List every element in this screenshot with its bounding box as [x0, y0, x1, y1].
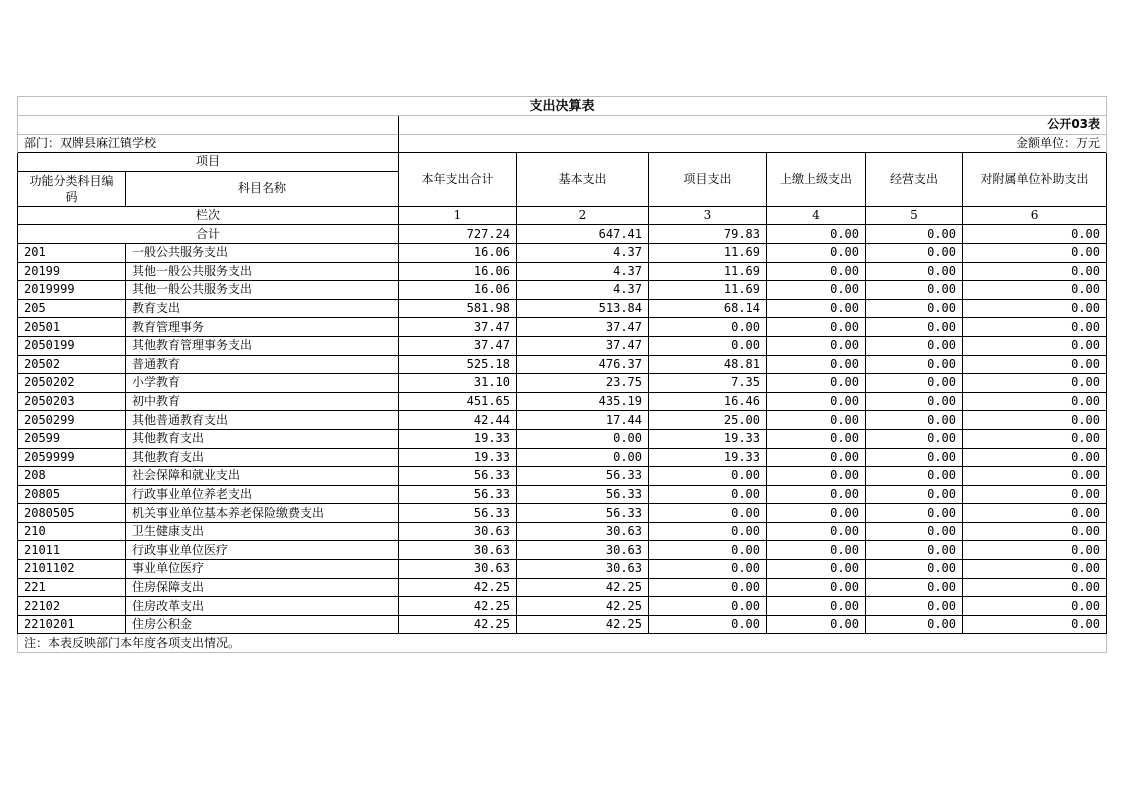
row-value: 0.00	[963, 429, 1107, 448]
row-name: 行政事业单位养老支出	[126, 485, 399, 504]
table-row	[18, 411, 1107, 430]
row-value: 19.33	[399, 429, 517, 448]
row-value: 19.33	[649, 448, 767, 467]
column-number: 1	[399, 206, 517, 225]
row-value: 0.00	[963, 522, 1107, 541]
column-number: 2	[517, 206, 649, 225]
table-row	[18, 504, 1107, 523]
row-value: 0.00	[866, 504, 963, 523]
row-value: 0.00	[767, 615, 866, 634]
row-value: 0.00	[963, 281, 1107, 300]
table-row	[18, 374, 1107, 393]
row-value: 0.00	[866, 522, 963, 541]
row-code: 22102	[18, 597, 126, 616]
row-value: 0.00	[866, 560, 963, 579]
row-value: 42.25	[399, 597, 517, 616]
row-code: 205	[18, 299, 126, 318]
sum-row	[18, 225, 1107, 244]
table-number: 公开03表	[399, 116, 1107, 135]
header-subsidy: 对附属单位补助支出	[963, 153, 1107, 207]
row-value: 0.00	[767, 485, 866, 504]
row-value: 23.75	[517, 374, 649, 393]
row-value: 0.00	[963, 578, 1107, 597]
column-number-label: 栏次	[18, 206, 399, 225]
row-value: 56.33	[517, 467, 649, 486]
table-row	[18, 467, 1107, 486]
row-value: 4.37	[517, 281, 649, 300]
row-value: 0.00	[767, 448, 866, 467]
row-value: 0.00	[767, 299, 866, 318]
table-row	[18, 429, 1107, 448]
header-project: 项目支出	[649, 153, 767, 207]
row-value: 0.00	[767, 243, 866, 262]
row-value: 17.44	[517, 411, 649, 430]
row-value: 0.00	[767, 374, 866, 393]
row-value: 0.00	[649, 615, 767, 634]
row-value: 0.00	[963, 318, 1107, 337]
row-value: 7.35	[649, 374, 767, 393]
table-row	[18, 615, 1107, 634]
row-value: 0.00	[649, 578, 767, 597]
table-row	[18, 318, 1107, 337]
row-value: 56.33	[399, 485, 517, 504]
row-value: 0.00	[963, 299, 1107, 318]
sum-value: 647.41	[517, 225, 649, 244]
row-value: 11.69	[649, 262, 767, 281]
sum-value: 0.00	[866, 225, 963, 244]
table-row	[18, 336, 1107, 355]
row-name: 行政事业单位医疗	[126, 541, 399, 560]
row-name: 教育管理事务	[126, 318, 399, 337]
row-value: 25.00	[649, 411, 767, 430]
row-name: 其他教育支出	[126, 429, 399, 448]
sum-value: 727.24	[399, 225, 517, 244]
unit-label: 金额单位：万元	[399, 134, 1107, 153]
row-code: 20805	[18, 485, 126, 504]
row-value: 0.00	[866, 467, 963, 486]
row-value: 16.06	[399, 262, 517, 281]
row-code: 2050202	[18, 374, 126, 393]
row-value: 0.00	[963, 448, 1107, 467]
row-value: 513.84	[517, 299, 649, 318]
row-value: 42.25	[517, 615, 649, 634]
row-value: 42.25	[517, 578, 649, 597]
sum-value: 79.83	[649, 225, 767, 244]
row-value: 0.00	[767, 504, 866, 523]
row-value: 0.00	[866, 336, 963, 355]
row-value: 581.98	[399, 299, 517, 318]
row-value: 435.19	[517, 392, 649, 411]
row-value: 0.00	[963, 467, 1107, 486]
sum-value: 0.00	[963, 225, 1107, 244]
row-value: 37.47	[399, 318, 517, 337]
row-name: 其他一般公共服务支出	[126, 262, 399, 281]
row-value: 30.63	[517, 560, 649, 579]
row-value: 37.47	[399, 336, 517, 355]
row-name: 普通教育	[126, 355, 399, 374]
row-value: 0.00	[866, 448, 963, 467]
table-title: 支出决算表	[18, 97, 1107, 116]
row-value: 0.00	[866, 243, 963, 262]
row-value: 30.63	[517, 541, 649, 560]
table-row	[18, 262, 1107, 281]
row-value: 56.33	[517, 504, 649, 523]
table-row	[18, 522, 1107, 541]
row-name: 其他普通教育支出	[126, 411, 399, 430]
table-row	[18, 243, 1107, 262]
row-value: 0.00	[767, 560, 866, 579]
row-value: 0.00	[767, 541, 866, 560]
row-value: 42.25	[399, 578, 517, 597]
row-name: 教育支出	[126, 299, 399, 318]
row-value: 0.00	[767, 429, 866, 448]
row-value: 0.00	[767, 467, 866, 486]
table-row	[18, 355, 1107, 374]
row-value: 0.00	[866, 355, 963, 374]
row-value: 0.00	[866, 318, 963, 337]
row-value: 68.14	[649, 299, 767, 318]
row-value: 0.00	[963, 560, 1107, 579]
table-row	[18, 541, 1107, 560]
row-value: 0.00	[963, 392, 1107, 411]
row-value: 0.00	[866, 615, 963, 634]
row-value: 19.33	[399, 448, 517, 467]
column-number: 3	[649, 206, 767, 225]
row-code: 2059999	[18, 448, 126, 467]
row-value: 0.00	[866, 392, 963, 411]
row-code: 201	[18, 243, 126, 262]
row-value: 0.00	[963, 355, 1107, 374]
row-value: 0.00	[649, 467, 767, 486]
row-code: 2019999	[18, 281, 126, 300]
row-value: 0.00	[866, 281, 963, 300]
row-code: 2050199	[18, 336, 126, 355]
row-value: 525.18	[399, 355, 517, 374]
row-code: 2080505	[18, 504, 126, 523]
header-business: 经营支出	[866, 153, 963, 207]
row-value: 30.63	[517, 522, 649, 541]
row-name: 其他教育管理事务支出	[126, 336, 399, 355]
row-value: 0.00	[963, 336, 1107, 355]
row-value: 0.00	[767, 597, 866, 616]
header-upper: 上缴上级支出	[767, 153, 866, 207]
row-value: 16.06	[399, 281, 517, 300]
row-value: 0.00	[963, 615, 1107, 634]
sum-label: 合计	[18, 225, 399, 244]
column-number: 5	[866, 206, 963, 225]
table-row	[18, 299, 1107, 318]
row-value: 4.37	[517, 243, 649, 262]
row-value: 0.00	[866, 541, 963, 560]
row-name: 社会保障和就业支出	[126, 467, 399, 486]
table-row	[18, 560, 1107, 579]
row-value: 0.00	[517, 429, 649, 448]
header-total: 本年支出合计	[399, 153, 517, 207]
row-name: 卫生健康支出	[126, 522, 399, 541]
row-name: 初中教育	[126, 392, 399, 411]
row-value: 0.00	[767, 318, 866, 337]
row-name: 其他一般公共服务支出	[126, 281, 399, 300]
row-code: 210	[18, 522, 126, 541]
table-row	[18, 281, 1107, 300]
sum-value: 0.00	[767, 225, 866, 244]
row-value: 48.81	[649, 355, 767, 374]
row-value: 0.00	[866, 262, 963, 281]
row-name: 一般公共服务支出	[126, 243, 399, 262]
row-value: 0.00	[963, 374, 1107, 393]
department-label: 部门：双牌县麻江镇学校	[18, 134, 399, 153]
row-value: 0.00	[963, 262, 1107, 281]
row-value: 37.47	[517, 318, 649, 337]
row-value: 0.00	[767, 578, 866, 597]
row-code: 2050299	[18, 411, 126, 430]
expenditure-table	[17, 96, 1107, 653]
row-code: 2101102	[18, 560, 126, 579]
row-value: 42.25	[517, 597, 649, 616]
row-value: 0.00	[963, 485, 1107, 504]
row-code: 20502	[18, 355, 126, 374]
table-row	[18, 597, 1107, 616]
row-value: 0.00	[767, 336, 866, 355]
row-value: 0.00	[649, 541, 767, 560]
table-row	[18, 578, 1107, 597]
row-value: 0.00	[866, 485, 963, 504]
table-row	[18, 448, 1107, 467]
row-code: 2210201	[18, 615, 126, 634]
row-value: 0.00	[649, 504, 767, 523]
row-value: 56.33	[399, 504, 517, 523]
row-code: 2050203	[18, 392, 126, 411]
row-code: 208	[18, 467, 126, 486]
row-value: 30.63	[399, 522, 517, 541]
row-value: 0.00	[649, 597, 767, 616]
row-value: 0.00	[866, 411, 963, 430]
header-code: 功能分类科目编码	[18, 171, 126, 206]
row-value: 0.00	[767, 522, 866, 541]
row-name: 住房改革支出	[126, 597, 399, 616]
column-number: 6	[963, 206, 1107, 225]
row-value: 0.00	[866, 429, 963, 448]
row-value: 30.63	[399, 560, 517, 579]
row-value: 4.37	[517, 262, 649, 281]
row-value: 0.00	[963, 504, 1107, 523]
row-code: 20199	[18, 262, 126, 281]
table-note: 注：本表反映部门本年度各项支出情况。	[18, 634, 1107, 653]
row-value: 19.33	[649, 429, 767, 448]
header-name: 科目名称	[126, 171, 399, 206]
row-code: 221	[18, 578, 126, 597]
row-value: 0.00	[649, 336, 767, 355]
row-value: 0.00	[649, 560, 767, 579]
row-value: 0.00	[963, 411, 1107, 430]
row-value: 42.44	[399, 411, 517, 430]
row-value: 37.47	[517, 336, 649, 355]
row-value: 30.63	[399, 541, 517, 560]
row-name: 住房保障支出	[126, 578, 399, 597]
row-value: 0.00	[767, 262, 866, 281]
row-value: 56.33	[399, 467, 517, 486]
row-code: 20599	[18, 429, 126, 448]
row-code: 20501	[18, 318, 126, 337]
row-value: 0.00	[963, 597, 1107, 616]
row-value: 16.06	[399, 243, 517, 262]
row-name: 机关事业单位基本养老保险缴费支出	[126, 504, 399, 523]
row-value: 11.69	[649, 243, 767, 262]
row-value: 0.00	[866, 597, 963, 616]
row-value: 16.46	[649, 392, 767, 411]
row-value: 0.00	[649, 318, 767, 337]
row-value: 0.00	[963, 541, 1107, 560]
row-value: 56.33	[517, 485, 649, 504]
row-name: 事业单位医疗	[126, 560, 399, 579]
row-value: 31.10	[399, 374, 517, 393]
row-value: 0.00	[767, 411, 866, 430]
row-name: 小学教育	[126, 374, 399, 393]
row-code: 21011	[18, 541, 126, 560]
row-value: 0.00	[649, 485, 767, 504]
row-value: 0.00	[649, 522, 767, 541]
row-name: 其他教育支出	[126, 448, 399, 467]
row-value: 0.00	[767, 355, 866, 374]
row-value: 0.00	[866, 578, 963, 597]
row-value: 476.37	[517, 355, 649, 374]
row-value: 11.69	[649, 281, 767, 300]
header-basic: 基本支出	[517, 153, 649, 207]
row-value: 0.00	[517, 448, 649, 467]
row-value: 0.00	[963, 243, 1107, 262]
row-value: 42.25	[399, 615, 517, 634]
row-value: 451.65	[399, 392, 517, 411]
row-value: 0.00	[767, 392, 866, 411]
header-item: 项目	[18, 153, 399, 172]
expenditure-sheet	[17, 96, 1106, 653]
table-row	[18, 485, 1107, 504]
table-row	[18, 392, 1107, 411]
row-value: 0.00	[866, 299, 963, 318]
row-value: 0.00	[866, 374, 963, 393]
row-name: 住房公积金	[126, 615, 399, 634]
row-value: 0.00	[767, 281, 866, 300]
column-number: 4	[767, 206, 866, 225]
